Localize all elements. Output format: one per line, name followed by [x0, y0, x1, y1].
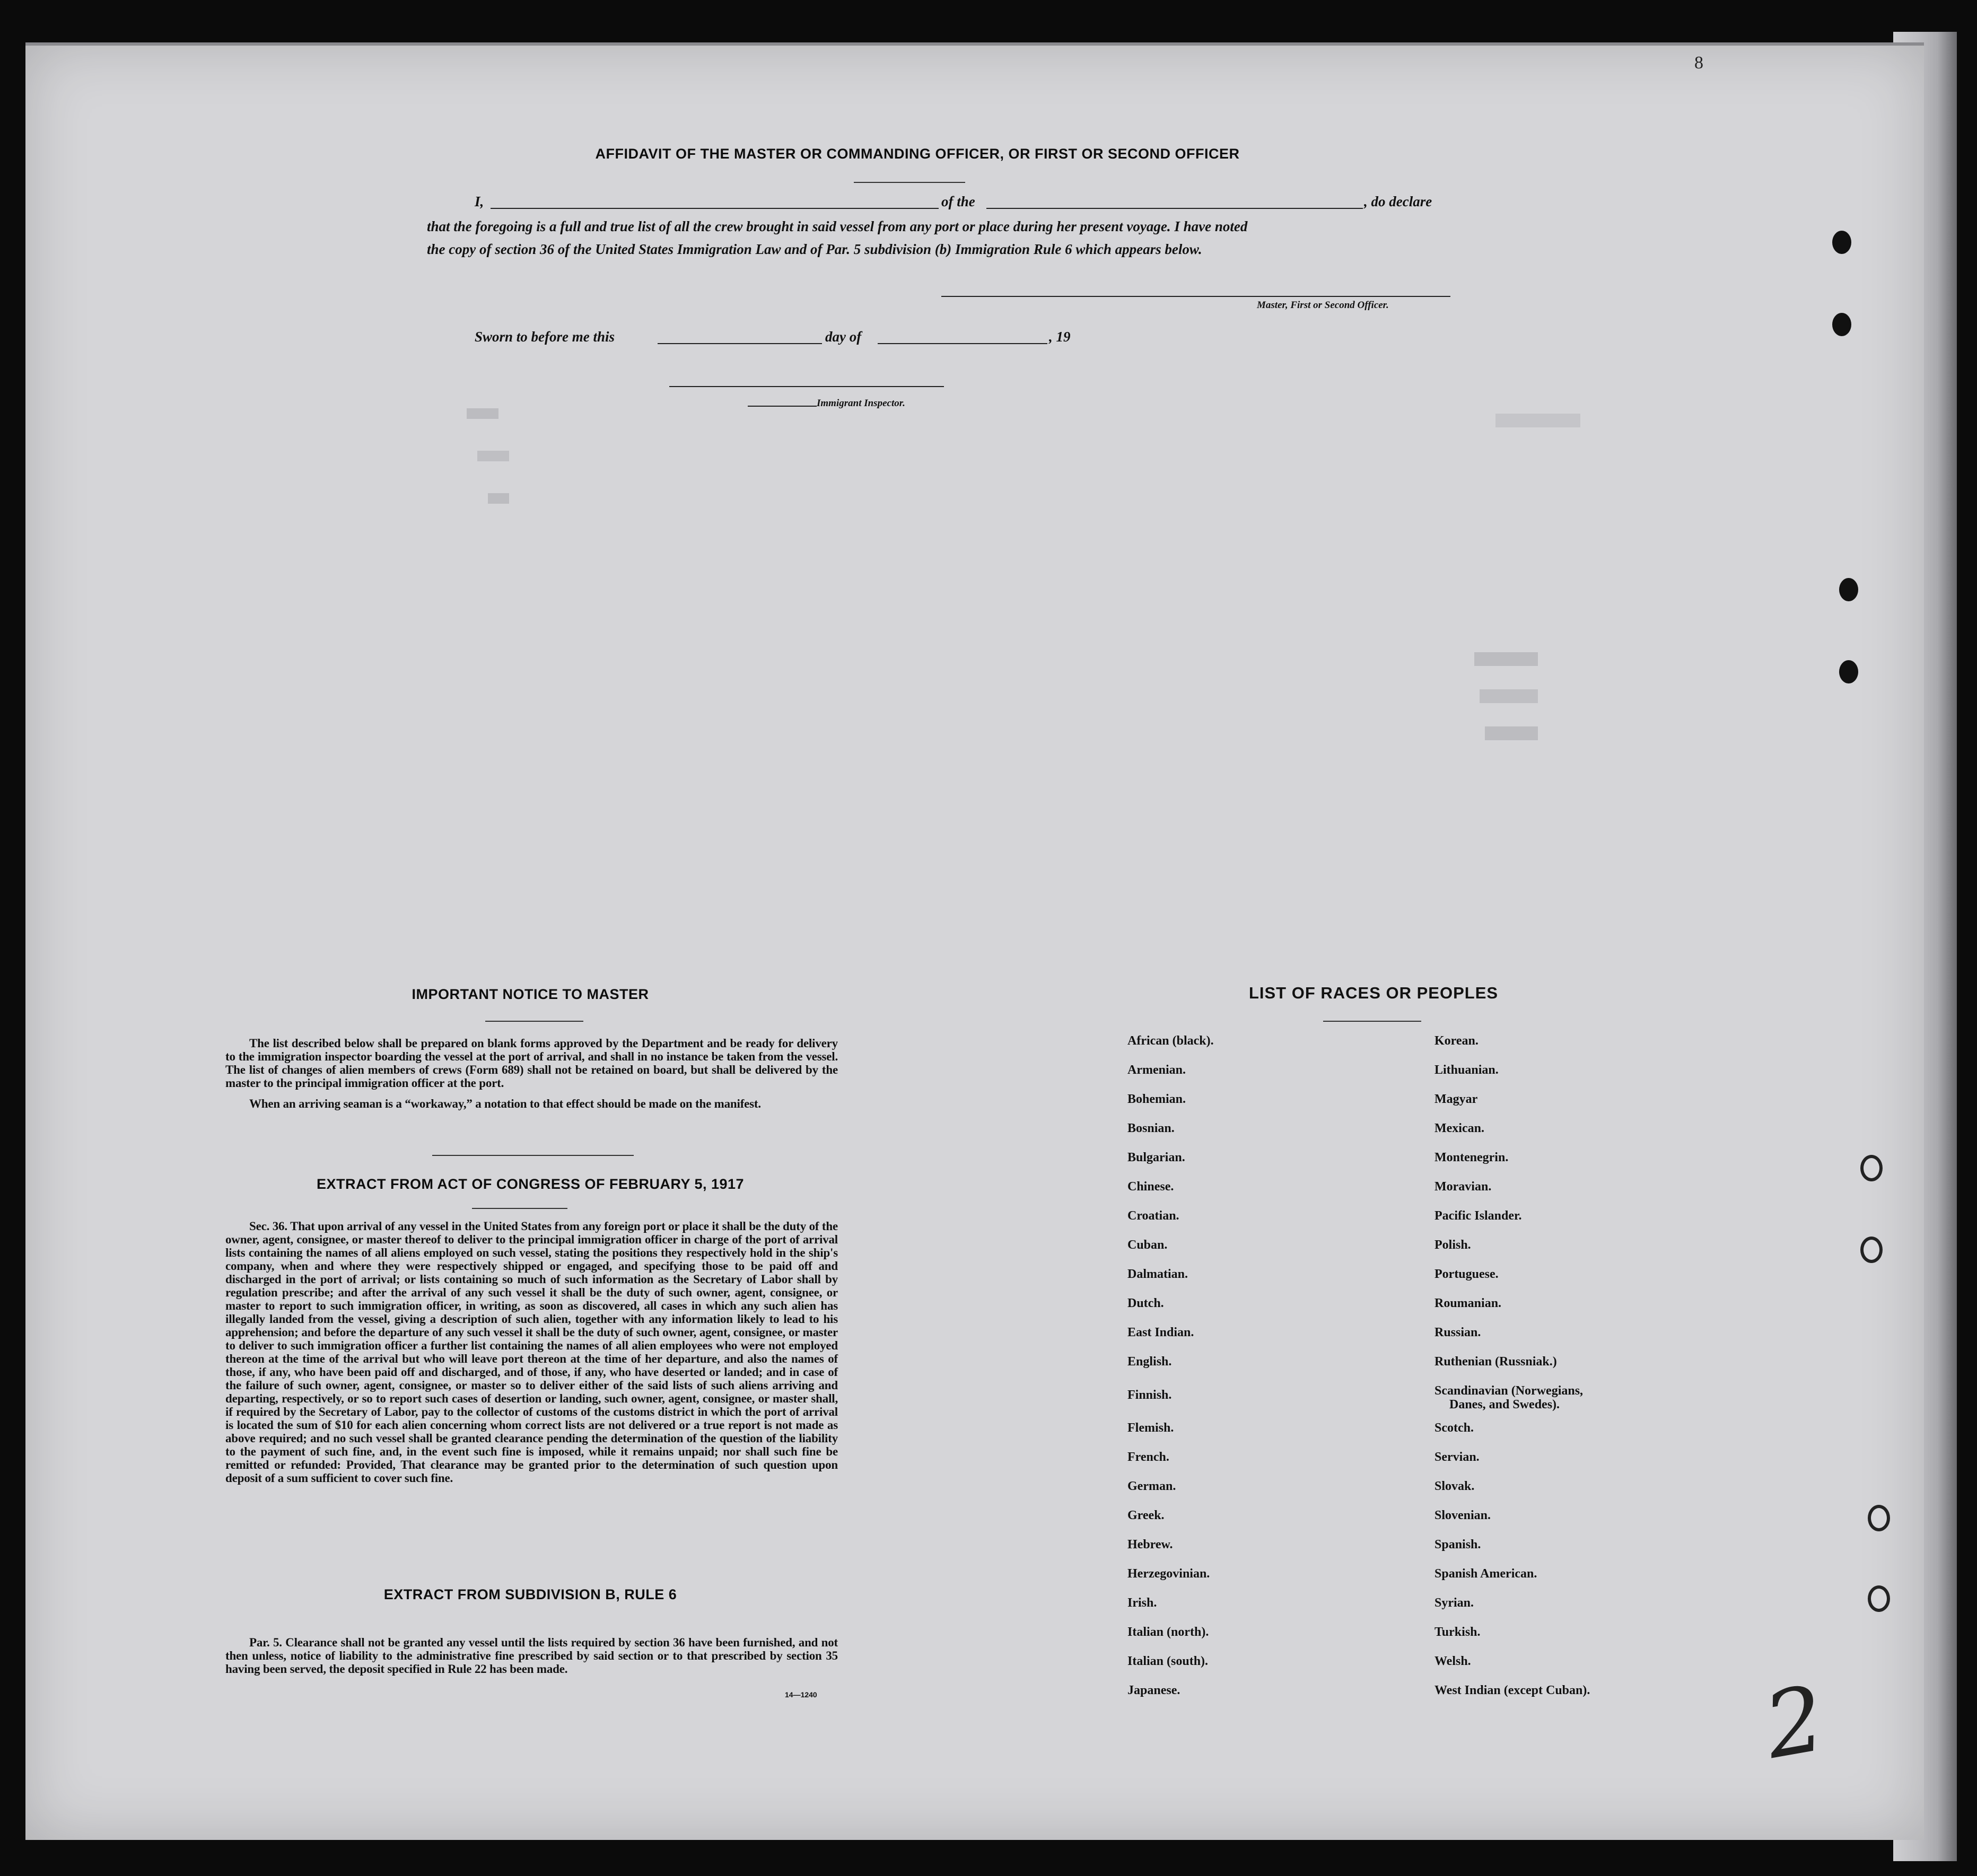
title-rule	[854, 182, 965, 183]
notice-title: IMPORTANT NOTICE TO MASTER	[412, 986, 649, 1002]
inspector-label: Immigrant Inspector.	[817, 398, 905, 409]
form-number: 14—1240	[785, 1690, 817, 1699]
sworn-month-blank[interactable]	[878, 343, 1047, 344]
race-item: Bosnian.	[1127, 1121, 1175, 1135]
bleed-through-mark	[1495, 414, 1580, 427]
binder-ring	[1868, 1585, 1890, 1612]
binder-hole	[1832, 231, 1851, 254]
race-item: Cuban.	[1127, 1238, 1168, 1252]
race-item: West Indian (except Cuban).	[1434, 1684, 1590, 1697]
affidavit-line1-middle: of the	[941, 194, 975, 209]
handwritten-mark: 2	[1757, 1666, 1832, 1779]
race-item: Scotch.	[1434, 1421, 1474, 1435]
inspector-signature-blank[interactable]	[669, 386, 944, 387]
sworn-day-label: day of	[825, 329, 862, 345]
sheet-top-edge	[25, 42, 1924, 46]
race-item: Polish.	[1434, 1238, 1471, 1252]
race-item: Scandinavian (Norwegians,	[1434, 1384, 1584, 1398]
race-item: Korean.	[1434, 1034, 1479, 1048]
affidavit-line1-prefix: I,	[475, 194, 484, 209]
binder-hole	[1839, 660, 1858, 683]
race-item: English.	[1127, 1355, 1172, 1369]
race-item: Flemish.	[1127, 1421, 1174, 1435]
signature-blank[interactable]	[941, 296, 1450, 297]
race-item: Servian.	[1434, 1450, 1480, 1464]
sworn-prefix: Sworn to before me this	[475, 329, 615, 345]
race-item: Magyar	[1434, 1092, 1478, 1106]
affidavit-title: AFFIDAVIT OF THE MASTER OR COMMANDING OFFICER, OR FIRST OR SECOND OFFICER	[595, 146, 1240, 162]
race-item: Italian (north).	[1127, 1625, 1209, 1639]
binder-hole	[1832, 313, 1851, 336]
signature-label: Master, First or Second Officer.	[1257, 300, 1389, 311]
section-rule	[432, 1155, 634, 1156]
race-item: Dutch.	[1127, 1296, 1164, 1310]
race-item: Slovenian.	[1434, 1509, 1491, 1522]
race-item: Lithuanian.	[1434, 1063, 1499, 1077]
notice-rule	[485, 1021, 583, 1022]
race-item: Dalmatian.	[1127, 1267, 1188, 1281]
race-item: Roumanian.	[1434, 1296, 1502, 1310]
paragraph-5-text: Par. 5. Clearance shall not be granted any vessel until the lists required by section 36 have been furnished, and not then unless, notice of liability to the administrative fine prescribed by said section or to that prescribed by section 35 having been served, the deposit specified in Rule 22 has been made.	[225, 1636, 838, 1676]
race-item: Bulgarian.	[1127, 1151, 1185, 1164]
section-36-text: Sec. 36. That upon arrival of any vessel in the United States from any foreign port or place it shall be the duty of the owner, agent, consignee, or master thereof to deliver to the principal immigration officer in charge of the port of arrival lists containing the names of all aliens employed on such vessel, stating the positions they respectively hold in the ship's company, when and where they were respectively shipped or engaged, and specifying those to be paid off and discharged in the port of arrival; or lists containing so much of such information as the Secretary of Labor shall by regulation prescribe; and after the arrival of any such vessel it shall be the duty of such owner, agent, consignee, or master to report to such immigration officer, in writing, as soon as discovered, all cases in which any such alien has illegally landed from the vessel, giving a description of such alien, together with any information likely to lead to his apprehension; and before the departure of any such vessel it shall be the duty of such owner, agent, consignee, or master to deliver to such immigration officer a further list containing the names of all alien employees who were not employed thereon at the time of the arrival but who will leave port thereon at the time of her departure, and also the names of those, if any, who have been paid off and discharged, and of those, if any, who have deserted or landed; and in case of the failure of such owner, agent, consignee, or master so to deliver either of the said lists of such aliens arriving and departing, respectively, or so to report such cases of desertion or landing, such owner, agent, consignee, or master shall, if required by the Secretary of Labor, pay to the collector of customs of the customs district in which the port of arrival is located the sum of $10 for each alien concerning whom correct lists are not delivered or a true report is not made as above required; and no such vessel shall be granted clearance pending the determination of the question of the liability to the payment of such fine, and, in the event such fine is imposed, while it remains unpaid; nor shall such fine be remitted or refunded: Provided, That clearance may be granted prior to the determination of such question upon deposit of a sum sufficient to cover such fine.	[225, 1220, 838, 1485]
sworn-year-label: , 19	[1049, 329, 1071, 345]
race-item: Welsh.	[1434, 1654, 1471, 1668]
binder-ring	[1860, 1237, 1883, 1263]
affidavit-line1-suffix: , do declare	[1364, 194, 1432, 209]
bleed-through-mark	[1480, 689, 1538, 703]
bleed-through-mark	[1474, 652, 1538, 666]
race-item: Portuguese.	[1434, 1267, 1499, 1281]
race-item: Syrian.	[1434, 1596, 1474, 1610]
affidavit-line3: the copy of section 36 of the United States Immigration Law and of Par. 5 subdivision (b) Immigration Rule 6 which appears below.	[427, 241, 1202, 257]
race-item: Chinese.	[1127, 1180, 1174, 1194]
race-item: Moravian.	[1434, 1180, 1492, 1194]
race-item: German.	[1127, 1479, 1176, 1493]
bleed-through-mark	[467, 408, 498, 419]
race-item: Japanese.	[1127, 1684, 1180, 1697]
race-item: Danes, and Swedes).	[1449, 1398, 1560, 1412]
race-item: Montenegrin.	[1434, 1151, 1509, 1164]
notice-paragraph-2: When an arriving seaman is a “workaway,” a notation to that effect should be made on the manifest.	[249, 1097, 761, 1110]
bleed-through-mark	[488, 493, 509, 504]
race-item: Hebrew.	[1127, 1538, 1173, 1551]
extract-rule-title: EXTRACT FROM SUBDIVISION B, RULE 6	[383, 1586, 677, 1602]
race-item: Mexican.	[1434, 1121, 1484, 1135]
extract-act-body	[225, 1220, 838, 1485]
race-item: Greek.	[1127, 1509, 1165, 1522]
race-item: Bohemian.	[1127, 1092, 1186, 1106]
notice-body	[225, 1037, 838, 1110]
races-rule	[1323, 1021, 1421, 1022]
inspector-short-blank	[748, 406, 817, 407]
bleed-through-mark	[477, 451, 509, 461]
race-item: Slovak.	[1434, 1479, 1475, 1493]
race-item: Finnish.	[1127, 1388, 1172, 1402]
page-number-mark: 8	[1694, 53, 1703, 73]
races-title: LIST OF RACES OR PEOPLES	[1248, 984, 1499, 1002]
bleed-through-mark	[1485, 726, 1538, 740]
race-item: African (black).	[1127, 1034, 1214, 1048]
affidavit-line2: that the foregoing is a full and true list of all the crew brought in said vessel from any port or place during her present voyage. I have noted	[427, 218, 1248, 234]
race-item: Ruthenian (Russniak.)	[1434, 1355, 1557, 1369]
binder-ring	[1860, 1155, 1883, 1181]
race-item: Croatian.	[1127, 1209, 1179, 1223]
race-item: Irish.	[1127, 1596, 1157, 1610]
race-item: Spanish American.	[1434, 1567, 1537, 1581]
race-item: Russian.	[1434, 1326, 1481, 1339]
extract-act-title: EXTRACT FROM ACT OF CONGRESS OF FEBRUARY 5, 1917	[316, 1176, 745, 1192]
vessel-name-blank[interactable]	[986, 208, 1363, 209]
extract-rule	[472, 1208, 567, 1209]
binder-ring	[1868, 1505, 1890, 1531]
race-item: Armenian.	[1127, 1063, 1186, 1077]
race-item: Turkish.	[1434, 1625, 1481, 1639]
race-item: Herzegovinian.	[1127, 1567, 1210, 1581]
race-item: East Indian.	[1127, 1326, 1194, 1339]
race-item: Spanish.	[1434, 1538, 1481, 1551]
extract-rule-body	[225, 1636, 838, 1676]
race-item: French.	[1127, 1450, 1169, 1464]
document-sheet	[25, 42, 1924, 1840]
race-item: Italian (south).	[1127, 1654, 1209, 1668]
sworn-date-blank[interactable]	[658, 343, 822, 344]
notice-paragraph-1: The list described below shall be prepared on blank forms approved by the Department and be ready for delivery to the immigration inspector boarding the vessel at the port of arrival, and shall in no instance be taken from the vessel. The list of changes of alien members of crews (Form 689) shall not be retained on board, but shall be delivered by the master to the principal immigration officer at the port.	[225, 1037, 838, 1090]
officer-name-blank[interactable]	[491, 208, 939, 209]
race-item: Pacific Islander.	[1434, 1209, 1522, 1223]
binder-hole	[1839, 578, 1858, 601]
